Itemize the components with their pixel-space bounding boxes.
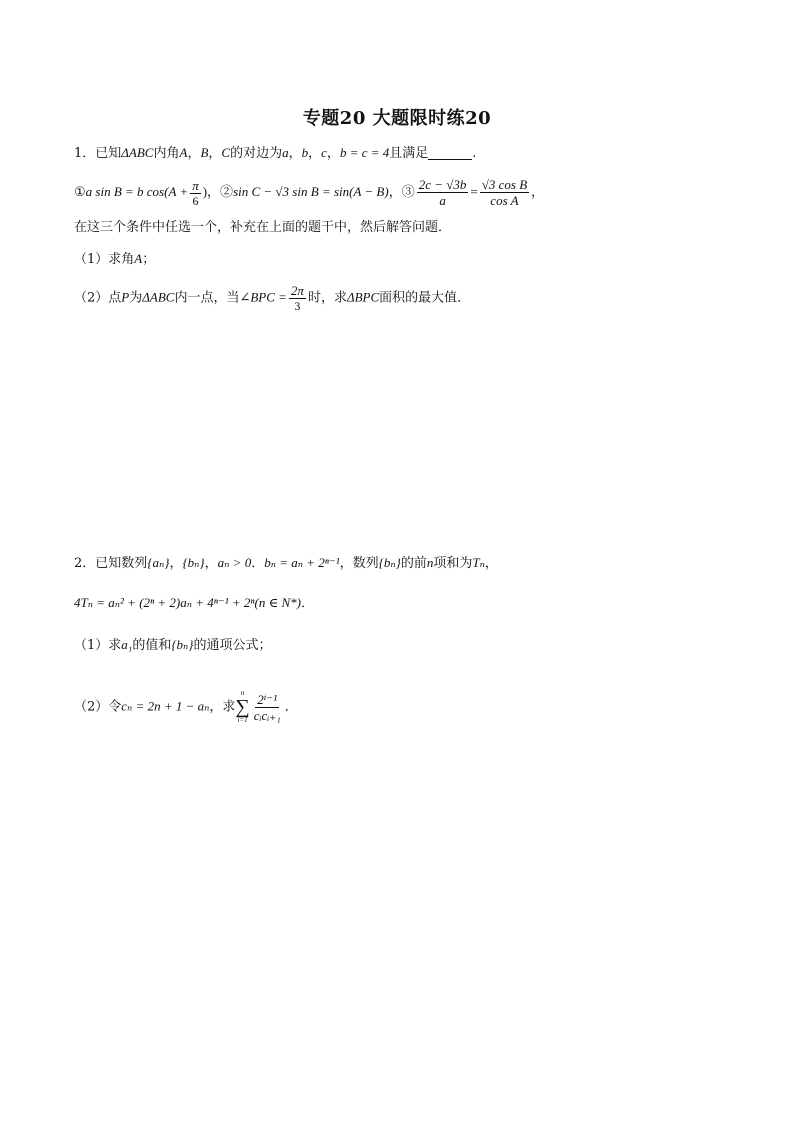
q1-part2: （2）点P为ΔABC内一点，当∠BPC = $\frac{2\pi}{3}$ 时，求ΔBPC面积的最大值． bbox=[74, 283, 471, 313]
q1-conditions: ①a sin B = b cos(A + $\frac{\pi}{6}$ )，②sin C − √3 sin B = sin(A − B)，③ $\frac{2c - √3b}{a}$ = $\frac{\text{√3 cos B}}{\text{cos A}}$ ， bbox=[74, 177, 545, 208]
q1-stem: 1．已知ΔABC内角A，B，C的对边为a，b，c，b = c = 4且满足 . bbox=[74, 145, 477, 161]
page-title: 专题20 大题限时练20 bbox=[302, 108, 492, 129]
summation: n ∑ i=1 bbox=[235, 689, 250, 724]
fraction-cond3-right: $\frac{\text{√3 cos B}}{\text{cos A}}$ bbox=[481, 177, 528, 208]
fraction-cond3-left: $\frac{2c - √3b}{a}$ bbox=[418, 177, 467, 208]
fraction-sum-term: $\frac{\text{2ⁱ⁻¹}}{\text{cᵢcᵢ₊₁}}$ bbox=[253, 691, 281, 723]
q2-part1: （1）求a₁的值和{bₙ}的通项公式； bbox=[74, 637, 272, 653]
q2-part2: （2）令cₙ = 2n + 1 − aₙ，求 n ∑ i=1 $\frac{\text{2ⁱ⁻¹}}{\text{cᵢcᵢ₊₁}}$ ． bbox=[74, 689, 298, 724]
fraction-2pi-3: $\frac{2\pi}{3}$ bbox=[290, 283, 304, 313]
fraction-pi-6: $\frac{\pi}{6}$ bbox=[192, 177, 199, 208]
q1-part1: （1）求角A； bbox=[74, 251, 156, 267]
q1-instruction: 在这三个条件中任选一个，补充在上面的题干中，然后解答问题． bbox=[74, 220, 452, 235]
q2-equation: 4Tₙ = aₙ² + (2ⁿ + 2)aₙ + 4ⁿ⁻¹ + 2ⁿ(n ∈ N*)． bbox=[74, 595, 314, 611]
answer-blank bbox=[428, 147, 472, 160]
q2-stem: 2．已知数列{aₙ}，{bₙ}，aₙ > 0．bₙ = aₙ + 2ⁿ⁻¹，数列{bₙ}的前n项和为Tₙ， bbox=[74, 555, 498, 571]
